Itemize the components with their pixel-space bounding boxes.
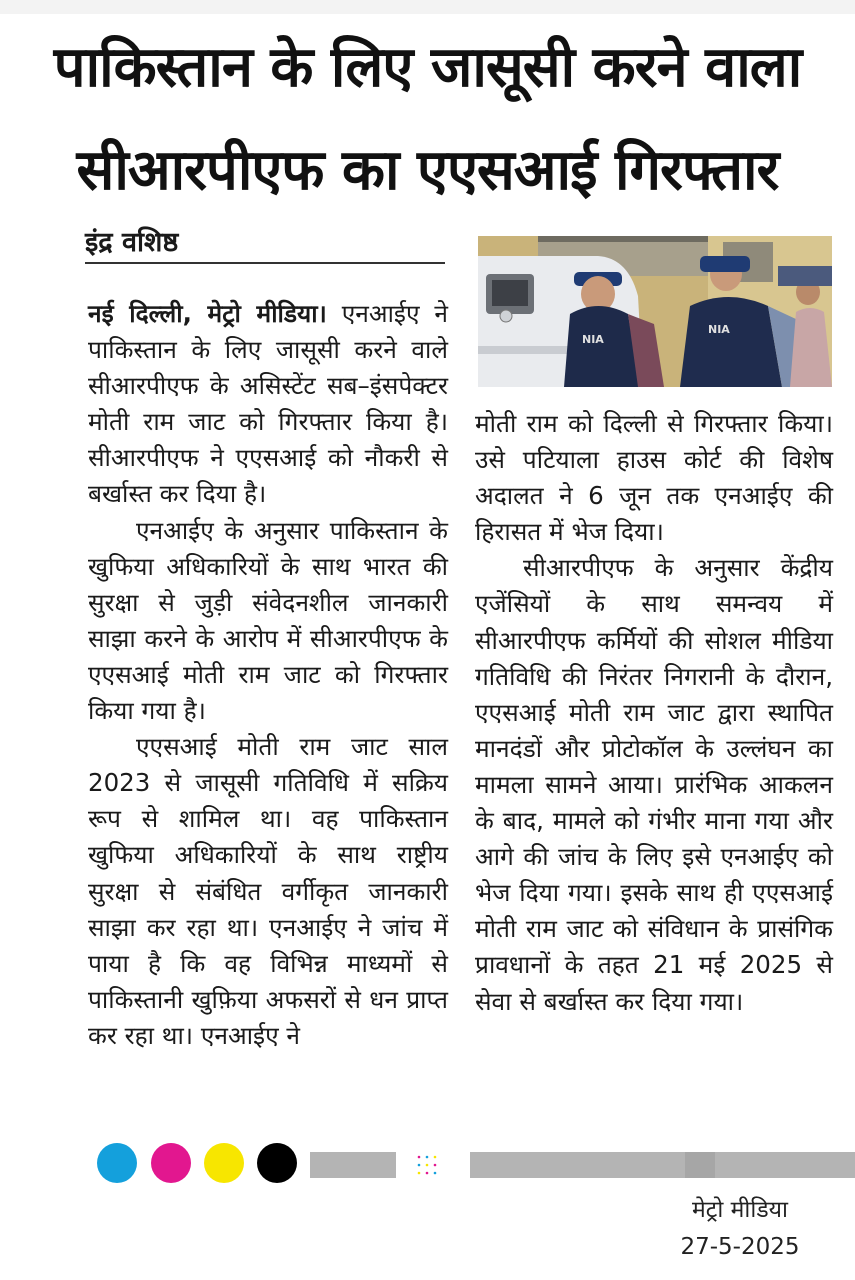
article-left-column xyxy=(88,296,448,1054)
footer-date: 27-5-2025 xyxy=(680,1234,800,1260)
gray-bar-right xyxy=(715,1152,855,1178)
news-photo-illustration xyxy=(478,236,832,387)
byline: इंद्र वशिष्ठ xyxy=(85,226,445,264)
print-registration-bar xyxy=(0,1138,855,1188)
article-paragraph-3: एएसआई मोती राम जाट साल 2023 से जासूसी गतिविधि में सक्रिय रूप से शामिल था। वह पाकिस्तान खुफिया अधिकारियों के साथ राष्ट्रीय सुरक्षा से संबंधित वर्गीकृत जानकारी साझा कर रहा था। एनआईए ने जांच में पाया है कि वह विभिन्न माध्यमों से पाकिस्तानी खुफ़िया अफसरों से धन प्राप्त कर रहा था। एनआईए ने xyxy=(88,732,448,1050)
headline-line-1: पाकिस्तान के लिए जासूसी करने वाला xyxy=(53,35,802,100)
article-paragraph-5: सीआरपीएफ के अनुसार केंद्रीय एजेंसियों के साथ समन्वय में सीआरपीएफ कर्मियों की सोशल मीडिया गतिविधि की निरंतर निगरानी के दौरान, एएसआई मोती राम जाट द्वारा स्थापित मानदंडों और प्रोटोकॉल के उल्लंघन का मामला सामने आया। प्रारंभिक आकलन के बाद, मामले को गंभीर माना गया और आगे की जांच के लिए इसे एनआईए को भेज दिया गया। इसके साथ ही एएसआई मोती राम जाट को संविधान के प्रासंगिक प्रावधानों के तहत 21 मई 2025 से सेवा से बर्खास्त कर दिया गया। xyxy=(475,553,833,1016)
footer-publication: मेट्रो मीडिया xyxy=(692,1197,788,1223)
top-band xyxy=(0,0,855,14)
gray-bar-middle xyxy=(470,1152,685,1178)
headline-line-2: सीआरपीएफ का एएसआई गिरफ्तार xyxy=(76,138,779,203)
black-registration-dot xyxy=(257,1143,297,1183)
dateline: नई दिल्ली, मेट्रो मीडिया। xyxy=(88,299,327,328)
yellow-registration-dot xyxy=(204,1143,244,1183)
cyan-registration-dot xyxy=(97,1143,137,1183)
paragraph-1-text: एनआईए ने पाकिस्तान के लिए जासूसी करने वाले सीआरपीएफ के असिस्टेंट सब–इंसपेक्टर मोती राम जाट को गिरफ्तार किया है। सीआरपीएफ ने एएसआई को नौकरी से बर्खास्त कर दिया है। xyxy=(88,299,448,509)
vest-label-1: NIA xyxy=(582,333,604,346)
article-paragraph-2: एनआईए के अनुसार पाकिस्तान के खुफिया अधिकारियों के साथ भारत की सुरक्षा से जुड़ी संवेदनशील जानकारी साझा करने के आरोप में सीआरपीएफ के एएसआई मोती राम जाट को गिरफ्तार किया गया है। xyxy=(88,515,448,726)
registration-mark-icon xyxy=(415,1153,439,1177)
gray-bar-left xyxy=(310,1152,396,1178)
gray-bar-dark xyxy=(685,1152,715,1178)
news-photo xyxy=(478,236,832,387)
article-right-column xyxy=(475,406,833,1020)
article-paragraph-4: मोती राम को दिल्ली से गिरफ्तार किया। उसे पटियाला हाउस कोर्ट की विशेष अदालत ने 6 जून तक एनआईए की हिरासत में भेज दिया। xyxy=(475,409,833,547)
magenta-registration-dot xyxy=(151,1143,191,1183)
article-paragraph-1 xyxy=(88,296,448,513)
vest-label-2: NIA xyxy=(708,323,730,336)
